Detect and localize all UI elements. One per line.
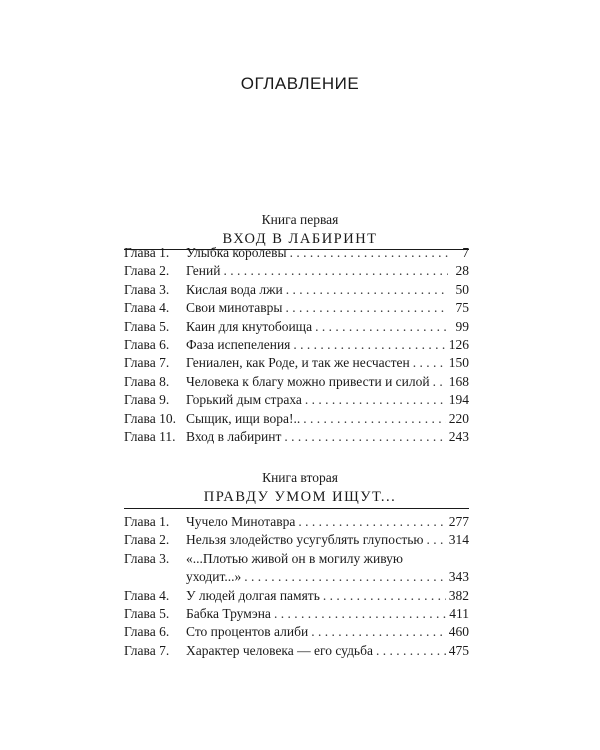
page-number: 475 <box>448 642 469 658</box>
toc-entry <box>124 281 469 299</box>
book-one-toc <box>124 244 469 446</box>
chapter-title: Улыбка королевы <box>186 245 287 260</box>
chapter-number: Глава 3. <box>124 550 170 566</box>
chapter-title: Человека к благу можно привести и силой <box>186 373 430 389</box>
chapter-title: Чучело Минотавра <box>186 514 296 529</box>
toc-entry <box>124 410 469 428</box>
chapter-number: Глава 2. <box>124 263 170 279</box>
chapter-number: Глава 2. <box>124 532 170 548</box>
dot-leader <box>285 299 448 317</box>
chapter-title: «...Плотью живой он в могилу живую <box>186 550 403 566</box>
toc-entry <box>124 605 469 623</box>
page-number: 460 <box>448 624 469 640</box>
chapter-title: Характер человека — его судьба <box>186 642 373 658</box>
chapter-number: Глава 7. <box>124 642 170 658</box>
toc-entry <box>124 568 469 586</box>
chapter-title: Горький дым страха <box>186 392 302 408</box>
chapter-title: Сто процентов алиби <box>186 624 309 640</box>
chapter-title: уходит...» <box>186 569 242 585</box>
chapter-number: Глава 10. <box>124 410 176 426</box>
chapter-title: Гениален, как Роде, и так же несчастен <box>186 355 410 371</box>
page-title: ОГЛАВЛЕНИЕ <box>240 74 360 93</box>
chapter-title: Кислая вода лжи <box>186 281 283 297</box>
chapter-number: Глава 9. <box>124 392 170 408</box>
chapter-number: Глава 3. <box>124 281 170 297</box>
chapter-number: Глава 5. <box>124 605 170 621</box>
page-number: 194 <box>448 392 469 408</box>
toc-entry <box>124 550 469 568</box>
chapter-number: Глава 4. <box>124 587 170 603</box>
dot-leader <box>286 281 448 299</box>
chapter-number: Глава 6. <box>124 336 170 352</box>
dot-leader <box>223 262 448 280</box>
page-number: 382 <box>448 587 469 603</box>
chapter-title: Бабка Трумэна <box>186 605 271 621</box>
dot-leader <box>305 391 446 409</box>
dot-leader <box>323 587 446 605</box>
page-number: 126 <box>448 336 469 352</box>
chapter-title: Фаза испепеления <box>186 336 291 352</box>
chapter-number: Глава 5. <box>124 318 170 334</box>
page-number: 150 <box>448 355 469 371</box>
dot-leader <box>244 568 446 586</box>
page-number: 220 <box>448 410 469 426</box>
page-number: 343 <box>448 569 469 585</box>
toc-entry <box>124 428 469 446</box>
page-number: 75 <box>455 300 469 316</box>
chapter-title: Гений <box>186 263 221 279</box>
dot-leader <box>303 410 446 428</box>
toc-entry <box>124 531 469 549</box>
toc-entry <box>124 587 469 605</box>
chapter-number: Глава 8. <box>124 373 170 389</box>
toc-entry <box>124 318 469 336</box>
chapter-title: Сыщик, ищи вора!.. <box>186 410 301 426</box>
toc-entry <box>124 354 469 372</box>
book-two-header <box>0 470 600 506</box>
page-number: 7 <box>462 245 469 260</box>
chapter-title: Каин для кнутобоища <box>186 318 313 334</box>
book-one-header <box>0 212 600 248</box>
chapter-title: У людей долгая память <box>186 587 320 603</box>
page-number: 28 <box>455 263 469 279</box>
dot-leader <box>298 513 445 531</box>
dot-leader <box>293 336 445 354</box>
dot-leader <box>433 373 446 391</box>
book-one-title: ВХОД В ЛАБИРИНТ <box>222 231 378 247</box>
page-number: 277 <box>448 514 469 529</box>
dot-leader <box>284 428 445 446</box>
chapter-number: Глава 6. <box>124 624 170 640</box>
book-one-label: Книга первая <box>261 212 339 227</box>
chapter-number: Глава 1. <box>124 514 170 529</box>
page-number: 99 <box>455 318 469 334</box>
toc-entry <box>124 262 469 280</box>
dot-leader <box>290 244 448 262</box>
dot-leader <box>413 354 446 372</box>
page-number: 243 <box>448 428 469 444</box>
page-number: 314 <box>448 532 469 548</box>
chapter-number: Глава 11. <box>124 428 176 444</box>
dot-leader <box>315 318 448 336</box>
page-number: 50 <box>455 281 469 297</box>
chapter-title: Вход в лабиринт <box>186 428 282 444</box>
chapter-number: Глава 4. <box>124 300 170 316</box>
toc-entry <box>124 336 469 354</box>
page-number: 411 <box>449 605 469 621</box>
toc-entry <box>124 513 469 531</box>
dot-leader <box>376 642 446 660</box>
chapter-number: Глава 1. <box>124 245 170 260</box>
toc-entry <box>124 373 469 391</box>
chapter-number: Глава 7. <box>124 355 170 371</box>
toc-entry <box>124 244 469 262</box>
toc-entry <box>124 299 469 317</box>
dot-leader <box>311 623 446 641</box>
toc-entry <box>124 391 469 409</box>
book-two-title: ПРАВДУ УМОМ ИЩУТ... <box>203 489 397 505</box>
toc-entry <box>124 623 469 641</box>
toc-entry <box>124 642 469 660</box>
dot-leader <box>426 531 445 549</box>
chapter-title: Свои минотавры <box>186 300 283 316</box>
book-two-divider <box>124 508 469 509</box>
book-two-label: Книга вторая <box>262 470 338 485</box>
dot-leader <box>274 605 446 623</box>
chapter-title: Нельзя злодейство усугублять глупостью <box>186 532 424 548</box>
page-number: 168 <box>448 373 469 389</box>
book-two-toc <box>124 513 469 660</box>
